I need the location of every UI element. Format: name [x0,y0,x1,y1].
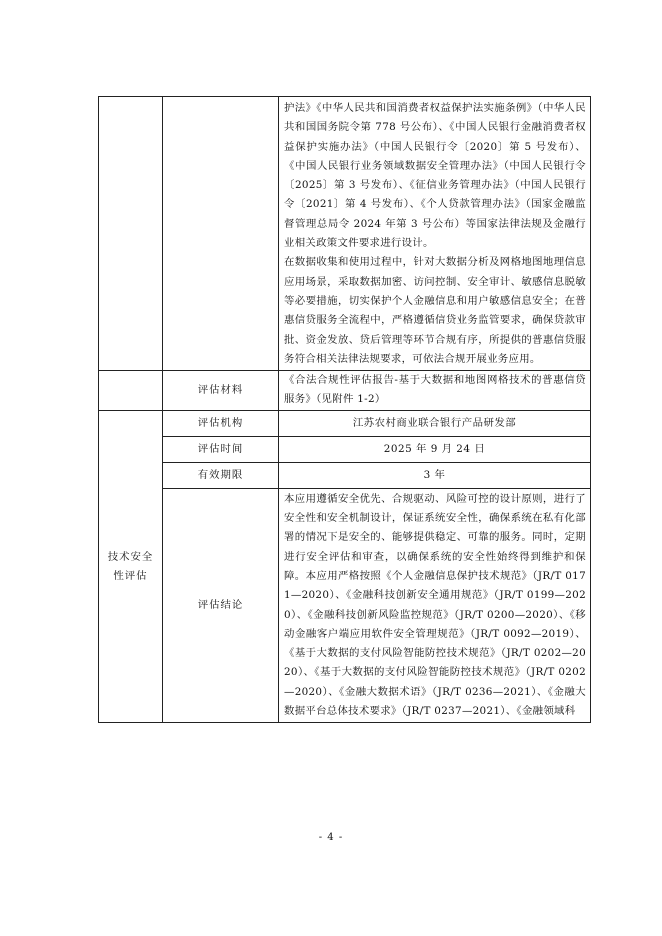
agency-value-cell [279,410,591,436]
legal-basis-paragraph-2: 在数据收集和使用过程中，针对大数据分析及网格地图地理信息应用场景，采取数据加密、访问控制、安全审计、敏感信息脱敏等必要措施，切实保护个人金融信息和用户敏感信息安全；在普惠信贷服务全流程中，严格遵循信贷业务监管要求，确保贷款审批、资金发放、贷后管理等环节合规有序，所提供的普惠信贷服务符合相关法律法规要求，可依法合规开展业务应用。 [284,256,586,365]
table-row-conclusion [99,488,591,723]
legal-basis-cell [279,97,591,371]
agency-label: 评估机构 [197,416,244,429]
agency-label-cell [163,410,279,436]
time-value-cell [279,436,591,462]
assessment-table [98,96,591,723]
conclusion-value: 本应用遵循安全优先、合规驱动、风险可控的设计原则，进行了安全性和安全机制设计，保证系统安全性，确保系统在私有化部署的情况下是安全的、能够提供稳定、可靠的服务。同时，定期进行安全评估和审查，以确保系统的安全性始终得到维护和保障。本应用严格按照《个人金融信息保护技术规范》（JR/T 0171—2020）、《金融科技创新安全通用规范》（JR/T 0199—2020）、《金融科技创新风险监控规范》（JR/T 0200—2020）、《移动金融客户端应用软件安全管理规范》（JR/T 0092—2019）、《基于大数据的支付风险智能防控技术规范》（JR/T 0202—2020）、《基于大数据的支付风险智能防控技术规范》（JR/T 0202—2020）、《金融大数据术语》（JR/T 0236—2021）、《金融大数据平台总体技术要求》（JR/T 0237—2021）、《金融领域科 [284,492,586,718]
empty-category-cell [99,371,163,411]
agency-value: 江苏农村商业联合银行产品研发部 [352,416,517,429]
tech-security-category-cell [99,410,163,723]
validity-label-cell [163,462,279,488]
materials-label-cell [163,371,279,411]
time-label: 评估时间 [197,442,244,455]
materials-label: 评估材料 [197,383,244,396]
legal-basis-paragraph-1: 护法》《中华人民共和国消费者权益保护法实施条例》（中华人民共和国国务院令第 778 号公布）、《中国人民银行金融消费者权益保护实施办法》（中国人民银行令〔2020〕第 5 号发布）、《中国人民银行业务领域数据安全管理办法》（中国人民银行令〔2025〕第 3 号发布）、《征信业务管理办法》（中国人民银行令〔2021〕第 4 号发布）、《个人贷款管理办法》（国家金融监督管理总局令 2024 年第 3 号公布）等国家法律法规及金融行业相关政策文件要求进行设计。 [284,102,586,250]
time-value: 2025 年 9 月 24 日 [383,442,486,455]
tech-security-label-line1: 技术安全 [107,550,154,563]
page-number: - 4 - [318,832,344,843]
conclusion-label-cell [163,488,279,723]
conclusion-label: 评估结论 [197,598,244,611]
empty-label-cell [163,97,279,371]
table-row-agency [99,410,591,436]
materials-value-cell [279,371,591,411]
validity-label: 有效期限 [197,468,244,481]
table-row-time [99,436,591,462]
table-row-legal-basis [99,97,591,371]
conclusion-value-cell [279,488,591,723]
empty-category-cell [99,97,163,371]
table-row-materials [99,371,591,411]
table-row-validity [99,462,591,488]
validity-value: 3 年 [423,468,446,481]
validity-value-cell [279,462,591,488]
materials-value: 《合法合规性评估报告-基于大数据和地图网格技术的普惠信贷服务》（见附件 1-2） [284,374,586,406]
time-label-cell [163,436,279,462]
tech-security-label-line2: 性评估 [113,569,148,582]
